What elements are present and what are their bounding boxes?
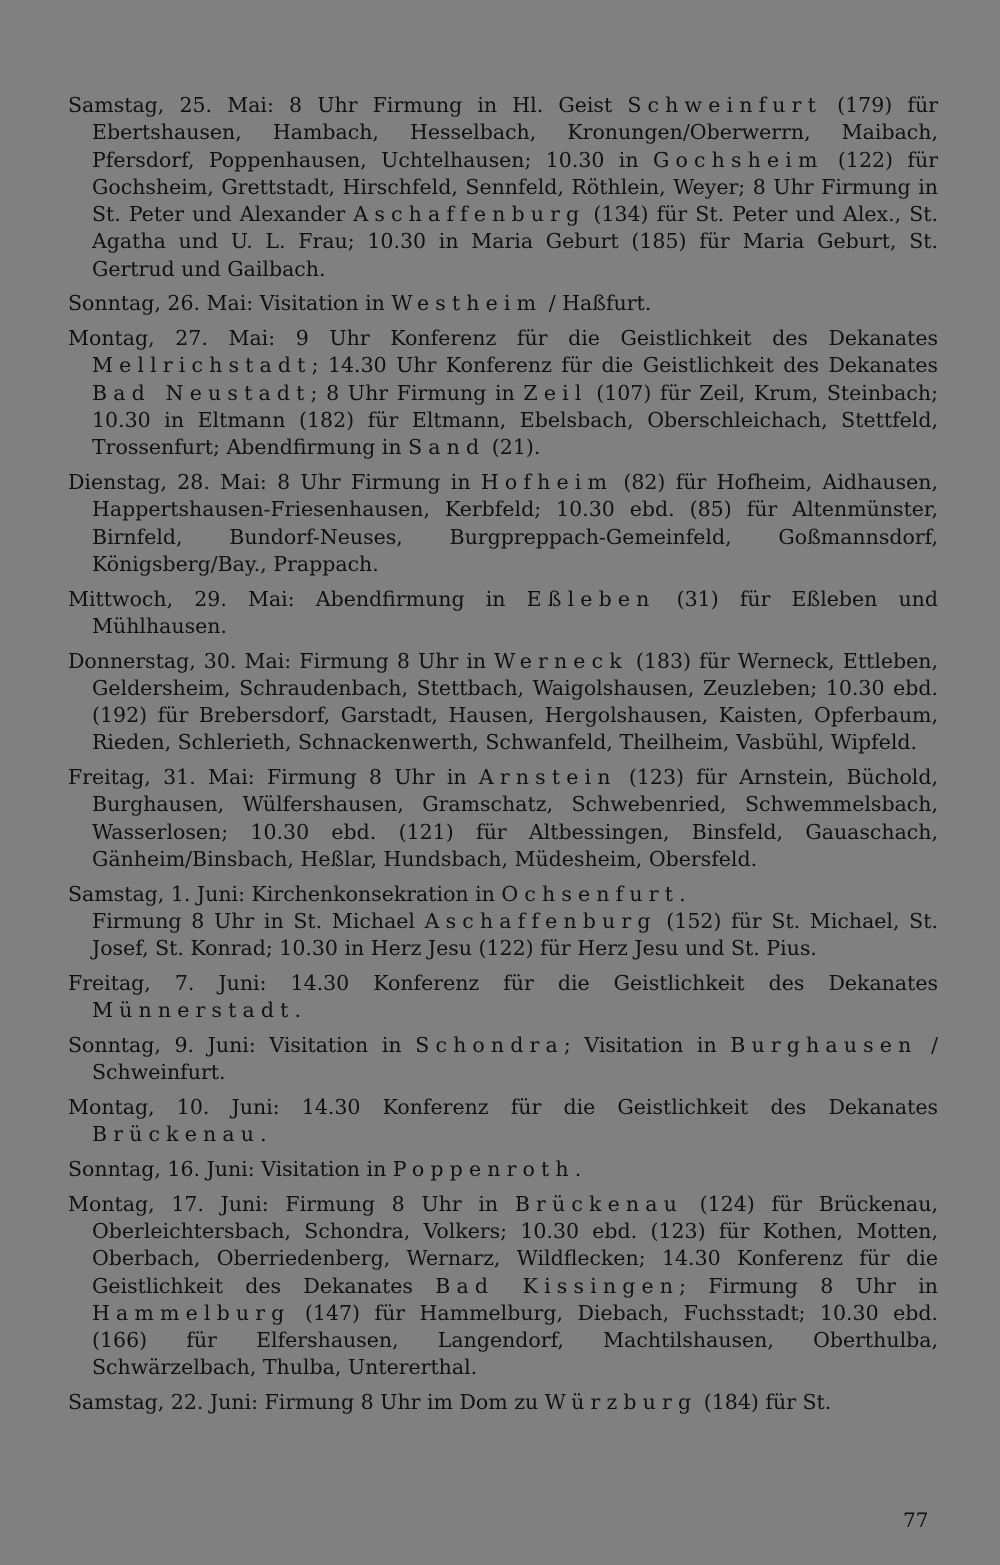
place-name: Hammelburg	[92, 1300, 291, 1325]
entry-text: Sonntag, 26. Mai: Visitation in	[68, 291, 392, 316]
entry-text: .	[679, 881, 686, 906]
entry-text: Sonntag, 9. Juni: Visitation in	[68, 1033, 416, 1058]
page-number: 77	[903, 1508, 929, 1532]
schedule-entry	[68, 92, 938, 283]
entry-text: Firmung 8 Uhr in St. Michael	[92, 909, 425, 934]
place-name: Schweinfurt	[627, 93, 822, 117]
schedule-entry	[68, 970, 938, 1025]
place-name: Brückenau	[92, 1122, 261, 1147]
entry-text: (122) für Gochsheim, Grettstadt, Hirschfeld, Sennfeld, Röthlein, Weyer; 8 Uhr Firmung in St. Peter und Alexander	[92, 147, 938, 227]
entry-text: Sonntag, 16. Juni: Visitation in	[68, 1156, 393, 1181]
entry-text: Montag, 17. Juni: Firmung 8 Uhr in	[68, 1191, 515, 1216]
entry-text: Samstag, 1. Juni: Kirchenkonsekration in	[68, 881, 502, 906]
schedule-entry	[68, 881, 938, 963]
place-name: Münnerstadt	[92, 998, 295, 1023]
place-name: Aschaffenburg	[353, 202, 586, 227]
entry-text: (152) für St. Michael, St. Josef, St. Konrad; 10.30 in Herz Jesu (122) für Herz Jesu und St. Pius.	[92, 909, 938, 961]
place-name: Sand	[408, 435, 486, 460]
entry-text: .	[574, 1156, 582, 1181]
place-name: Poppenroth	[392, 1156, 575, 1181]
entry-text: (82) für Hofheim, Aidhausen, Happertshausen-Friesenhausen, Kerbfeld; 10.30 ebd. (85) für Altenmünster, Birnfeld, Bundorf-Neuses, Burgpreppach-Gemeinfeld, Goßmannsdorf, Königsberg/Bay., Prappach.	[92, 470, 938, 576]
schedule-entry	[68, 1032, 938, 1087]
entry-text: / Schweinfurt.	[92, 1033, 938, 1085]
entry-text: Donnerstag, 30. Mai: Firmung 8 Uhr in	[68, 648, 495, 673]
entry-text: (107) für Zeil, Krum, Steinbach; 10.30 in Eltmann (182) für Eltmann, Ebelsbach, Oberschleichach, Stettfeld, Trossenfurt; Abendfirmung in	[92, 380, 938, 460]
entry-text: Montag, 10. Juni: 14.30 Konferenz für die Geistlichkeit des Dekanates	[68, 1095, 938, 1119]
entry-text: (183) für Werneck, Ettleben, Geldersheim, Schraudenbach, Stettbach, Waigolshausen, Zeuzleben; 10.30 ebd. (192) für Brebersdorf, Garstadt, Hausen, Hergolshausen, Kaisten, Opferbaum, Rieden, Schlerieth, Schnackenwerth, Schwanfeld, Theilheim, Vasbühl, Wipfeld.	[92, 648, 938, 755]
schedule-entry	[68, 648, 938, 757]
place-name: Eßleben	[526, 586, 656, 611]
schedule-entries	[68, 92, 938, 1416]
entry-text: (134) für St. Peter und Alex., St. Agatha und U. L. Frau; 10.30 in Maria Geburt (185) für Maria Geburt, St. Gertrud und Gailbach.	[92, 202, 938, 281]
place-name: Zeil	[523, 380, 588, 405]
entry-text: Samstag, 25. Mai: 8 Uhr Firmung in Hl. Geist	[68, 93, 628, 117]
place-name: Bad Neustadt	[92, 380, 311, 405]
entry-text: ; Visitation in	[563, 1033, 731, 1058]
entry-text: (123) für Arnstein, Büchold, Burghausen, Wülfershausen, Gramschatz, Schwebenried, Schwemmelsbach, Wasserlosen; 10.30 ebd. (121) für Altbessingen, Binsfeld, Gauaschach, Gänheim/Binsbach, Heßlar, Hundsbach, Müdesheim, Obersfeld.	[92, 765, 938, 872]
place-name: Aschaffenburg	[424, 909, 657, 934]
schedule-entry	[68, 1156, 938, 1183]
schedule-entry	[68, 764, 938, 873]
entry-continuation	[92, 908, 938, 963]
schedule-entry	[68, 1191, 938, 1382]
place-name: Hofheim	[480, 470, 614, 495]
schedule-entry	[68, 325, 938, 461]
entry-text: .	[260, 1122, 267, 1147]
entry-text: (147) für Hammelburg, Diebach, Fuchsstadt; 10.30 ebd. (166) für Elfershausen, Langendorf, Machtilshausen, Oberthulba, Schwärzelbach, Thulba, Untererthal.	[92, 1300, 938, 1380]
place-name: Arnstein	[478, 765, 617, 790]
entry-text: (184) für St.	[697, 1390, 832, 1415]
entry-text: (21).	[485, 435, 541, 460]
entry-text: .	[294, 998, 302, 1023]
entry-text: Mittwoch, 29. Mai: Abendfirmung in	[68, 586, 527, 611]
entry-text: Samstag, 22. Juni: Firmung 8 Uhr im Dom zu	[68, 1390, 545, 1415]
entry-text: (31) für Eßleben und Mühlhausen.	[92, 586, 938, 638]
entry-text: (179) für Ebertshausen, Hambach, Hesselbach, Kronungen/Oberwerrn, Maibach, Pfersdorf, Poppenhausen, Uchtelhausen; 10.30 in	[92, 93, 938, 172]
place-name: Werneck	[494, 648, 628, 673]
schedule-entry	[68, 290, 938, 317]
entry-text: (124) für Brückenau, Oberleichtersbach, Schondra, Volkers; 10.30 ebd. (123) für Kothen, Motten, Oberbach, Oberriedenberg, Wernarz, Wildflecken; 14.30 Konferenz für die Geistlichkeit des Dekanates	[92, 1191, 938, 1298]
place-name: Brückenau	[514, 1191, 683, 1216]
schedule-entry	[68, 586, 938, 641]
entry-text: ; 8 Uhr Firmung in	[310, 380, 524, 405]
entry-text: ; 14.30 Uhr Konferenz für die Geistlichkeit des Dekanates	[311, 353, 938, 378]
place-name: Mellrichstadt	[92, 353, 312, 378]
place-name: Gochsheim	[652, 147, 824, 172]
entry-text: Dienstag, 28. Mai: 8 Uhr Firmung in	[68, 470, 481, 495]
entry-text: Freitag, 31. Mai: Firmung 8 Uhr in	[68, 765, 479, 790]
entry-text: Freitag, 7. Juni: 14.30 Konferenz für die Geistlichkeit des Dekanates	[68, 971, 938, 996]
entry-text: ; Firmung 8 Uhr in	[679, 1273, 938, 1298]
schedule-entry	[68, 469, 938, 578]
place-name: Westheim	[391, 291, 543, 316]
schedule-entry	[68, 1389, 938, 1416]
place-name: Burghausen	[730, 1033, 918, 1058]
place-name: Würzburg	[544, 1390, 698, 1415]
place-name: Schondra	[415, 1033, 564, 1058]
entry-text: / Haßfurt.	[542, 291, 652, 316]
place-name: Ochsenfurt	[501, 881, 680, 906]
entry-text: Montag, 27. Mai: 9 Uhr Konferenz für die Geistlichkeit des Dekanates	[68, 326, 938, 351]
schedule-entry	[68, 1094, 938, 1149]
place-name: Bad Kissingen	[435, 1273, 680, 1298]
